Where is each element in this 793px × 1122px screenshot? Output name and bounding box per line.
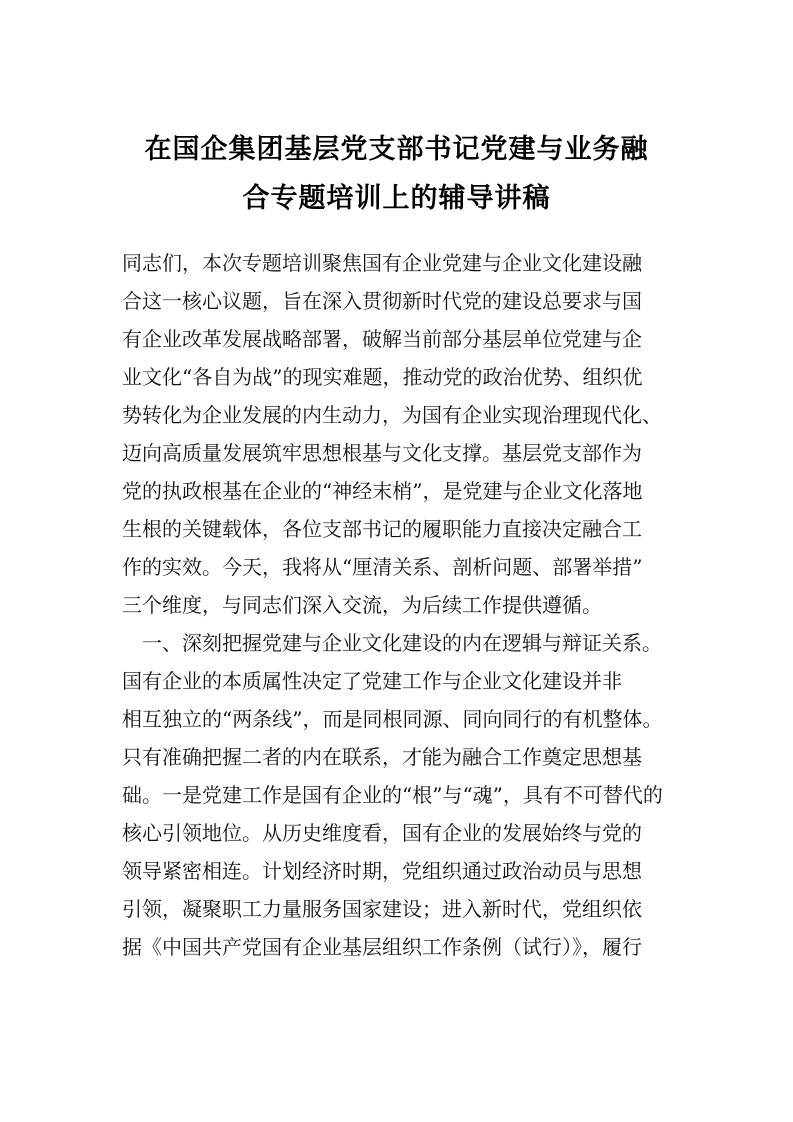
body-line: 合这一核心议题，旨在深入贯彻新时代党的建设总要求与国 [122, 289, 642, 313]
body-line: 引领，凝聚职工力量服务国家建设；进入新时代，党组织依 [122, 897, 642, 921]
section-heading: 一、深刻把握党建与企业文化建设的内在逻辑与辩证关系。 [142, 631, 662, 655]
body-line: 只有准确把握二者的内在联系，才能为融合工作奠定思想基 [122, 745, 642, 769]
body-line: 党的执政根基在企业的“神经末梢”，是党建与企业文化落地 [122, 479, 643, 503]
body-line: 据《中国共产党国有企业基层组织工作条例（试行）》，履行 [122, 935, 642, 959]
document-title-line-1: 在国企集团基层党支部书记党建与业务融 [144, 134, 649, 165]
body-line: 相互独立的“两条线”，而是同根同源、同向同行的有机整体。 [122, 707, 663, 731]
body-line: 领导紧密相连。计划经济时期，党组织通过政治动员与思想 [122, 859, 642, 883]
body-line: 础。一是党建工作是国有企业的“根”与“魂”，具有不可替代的 [122, 783, 663, 807]
body-line: 迈向高质量发展筑牢思想根基与文化支撑。基层党支部作为 [122, 441, 642, 465]
body-line: 生根的关键载体，各位支部书记的履职能力直接决定融合工 [122, 517, 642, 541]
document-title-line-2: 合专题培训上的辅导讲稿 [242, 183, 551, 214]
body-line: 同志们，本次专题培训聚焦国有企业党建与企业文化建设融 [122, 251, 642, 275]
body-line: 有企业改革发展战略部署，破解当前部分基层单位党建与企 [122, 327, 642, 351]
body-line: 业文化“各自为战”的现实难题，推动党的政治优势、组织优 [122, 365, 643, 389]
body-line: 核心引领地位。从历史维度看，国有企业的发展始终与党的 [122, 821, 642, 845]
body-line: 势转化为企业发展的内生动力，为国有企业实现治理现代化、 [122, 403, 662, 427]
body-line: 三个维度，与同志们深入交流，为后续工作提供遵循。 [122, 593, 602, 617]
body-line: 作的实效。今天，我将从“厘清关系、剖析问题、部署举措” [122, 555, 643, 579]
body-line: 国有企业的本质属性决定了党建工作与企业文化建设并非 [122, 669, 622, 693]
